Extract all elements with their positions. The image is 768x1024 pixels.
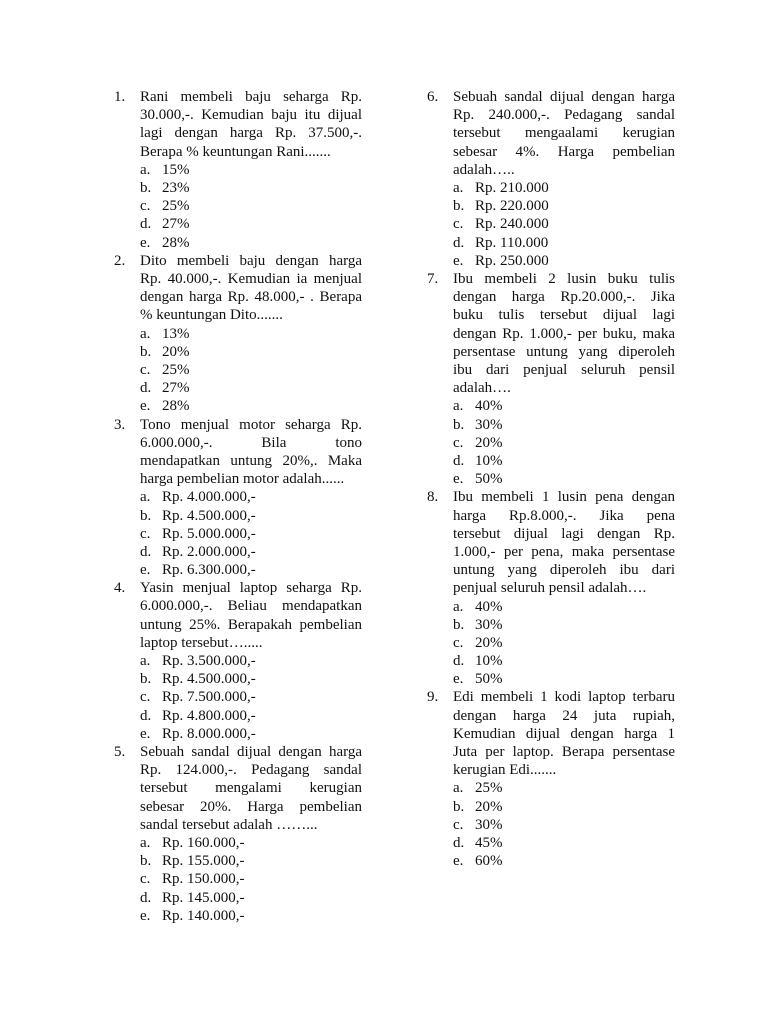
question-number: 9. bbox=[427, 689, 439, 706]
question-text bbox=[140, 416, 362, 489]
question-text-line: Juta per laptop. Berapa persentase bbox=[453, 744, 675, 761]
answer-options bbox=[140, 834, 362, 925]
option-text: 28% bbox=[162, 398, 190, 415]
answer-option bbox=[453, 670, 675, 688]
question-text-line: sandal tersebut adalah ……... bbox=[140, 816, 318, 833]
option-letter: d. bbox=[140, 889, 152, 906]
question-text-line: sebesar 4%. Harga pembelian bbox=[453, 143, 675, 160]
option-text: 60% bbox=[475, 853, 503, 870]
answer-options bbox=[140, 488, 362, 579]
option-text: Rp. 8.000.000,- bbox=[162, 725, 256, 742]
question-text-line: untung yang diperoleh ibu dari bbox=[453, 562, 675, 579]
question-text-line: Rp. 124.000,-. Pedagang sandal bbox=[140, 762, 362, 779]
question-text-line: 30.000,-. Kemudian baju itu dijual bbox=[140, 107, 362, 124]
option-text: Rp. 4.000.000,- bbox=[162, 489, 256, 506]
option-text: Rp. 210.000 bbox=[475, 180, 549, 197]
question-text bbox=[140, 579, 362, 652]
option-letter: a. bbox=[453, 180, 464, 197]
option-letter: a. bbox=[140, 653, 151, 670]
option-letter: c. bbox=[453, 634, 464, 651]
question-item bbox=[425, 688, 675, 870]
option-text: 13% bbox=[162, 325, 190, 342]
option-text: Rp. 4.800.000,- bbox=[162, 707, 256, 724]
option-letter: e. bbox=[140, 725, 151, 742]
option-text: 30% bbox=[475, 616, 503, 633]
question-item bbox=[112, 88, 362, 252]
answer-options bbox=[140, 652, 362, 743]
question-text bbox=[140, 743, 362, 834]
option-letter: a. bbox=[140, 489, 151, 506]
answer-options bbox=[140, 325, 362, 416]
option-text: 25% bbox=[162, 361, 190, 378]
answer-option bbox=[140, 488, 362, 506]
option-letter: b. bbox=[140, 507, 152, 524]
option-text: 50% bbox=[475, 671, 503, 688]
question-text-line: dengan Rp. 1.000,- per buku, maka bbox=[453, 325, 675, 342]
answer-option bbox=[453, 197, 675, 215]
answer-option bbox=[453, 598, 675, 616]
option-letter: a. bbox=[453, 398, 464, 415]
option-text: 40% bbox=[475, 398, 503, 415]
question-text-line: dengan harga 24 juta rupiah, bbox=[453, 707, 675, 724]
question-text-line: tersebut dijual lagi dengan Rp. bbox=[453, 525, 675, 542]
option-letter: c. bbox=[140, 198, 151, 215]
question-number: 1. bbox=[114, 89, 126, 105]
option-text: Rp. 110.000 bbox=[475, 234, 549, 251]
answer-option bbox=[140, 707, 362, 725]
question-text-line: Ibu membeli 2 lusin buku tulis bbox=[453, 270, 675, 287]
question-text-line: Sebuah sandal dijual dengan harga bbox=[140, 744, 362, 760]
question-text-line: untung 25%. Berapakah pembelian bbox=[140, 616, 362, 633]
question-text bbox=[453, 88, 675, 179]
question-text-line: dengan harga Rp.20.000,-. Jika bbox=[453, 289, 675, 306]
option-text: Rp. 155.000,- bbox=[162, 853, 245, 870]
option-text: Rp. 4.500.000,- bbox=[162, 671, 256, 688]
option-text: 20% bbox=[475, 634, 503, 651]
question-text-line: 1.000,- per pena, maka persentase bbox=[453, 543, 675, 560]
option-letter: b. bbox=[453, 798, 465, 815]
question-text-line: dengan harga Rp. 48.000,- . Berapa bbox=[140, 289, 362, 306]
option-text: 23% bbox=[162, 180, 190, 196]
option-letter: e. bbox=[140, 398, 151, 415]
question-text-line: ibu dari penjual seluruh pensil bbox=[453, 361, 675, 378]
option-letter: a. bbox=[140, 325, 151, 342]
answer-options bbox=[453, 179, 675, 270]
option-text: 45% bbox=[475, 835, 503, 852]
answer-option bbox=[140, 507, 362, 525]
option-letter: b. bbox=[453, 416, 465, 433]
option-text: 20% bbox=[475, 798, 503, 815]
option-letter: c. bbox=[453, 434, 464, 451]
question-text-line: adalah…. bbox=[453, 380, 511, 397]
option-text: Rp. 145.000,- bbox=[162, 889, 245, 906]
option-letter: e. bbox=[140, 234, 151, 251]
option-letter: c. bbox=[140, 361, 151, 378]
option-letter: e. bbox=[140, 907, 151, 924]
option-letter: c. bbox=[453, 816, 464, 833]
answer-option bbox=[140, 543, 362, 561]
option-letter: b. bbox=[453, 198, 465, 215]
question-text bbox=[140, 88, 362, 161]
question-text bbox=[453, 270, 675, 397]
answer-option bbox=[453, 616, 675, 634]
question-text-line: Tono menjual motor seharga Rp. bbox=[140, 416, 362, 433]
question-number: 5. bbox=[114, 744, 126, 760]
option-letter: d. bbox=[140, 380, 152, 397]
question-text-line: lagi dengan harga Rp. 37.500,-. bbox=[140, 125, 362, 142]
option-text: Rp. 6.300.000,- bbox=[162, 562, 256, 579]
question-text-line: Yasin menjual laptop seharga Rp. bbox=[140, 580, 362, 597]
answer-option bbox=[140, 215, 362, 233]
option-letter: e. bbox=[453, 252, 464, 269]
answer-option bbox=[140, 234, 362, 252]
option-letter: b. bbox=[140, 853, 152, 870]
answer-option bbox=[140, 852, 362, 870]
option-letter: a. bbox=[140, 835, 151, 852]
option-letter: a. bbox=[453, 780, 464, 797]
question-text-line: kerugian Edi....... bbox=[453, 762, 557, 779]
option-text: 20% bbox=[162, 343, 190, 360]
option-letter: d. bbox=[453, 452, 465, 469]
question-text-line: Dito membeli baju dengan harga bbox=[140, 252, 362, 269]
option-text: 50% bbox=[475, 471, 503, 488]
option-text: Rp. 250.000 bbox=[475, 252, 549, 269]
question-text bbox=[453, 688, 675, 779]
question-text-line: harga Rp.8.000,-. Jika pena bbox=[453, 507, 675, 524]
answer-option bbox=[453, 852, 675, 870]
question-item bbox=[112, 743, 362, 925]
option-text: Rp. 160.000,- bbox=[162, 835, 245, 852]
option-text: 28% bbox=[162, 234, 190, 251]
option-letter: b. bbox=[453, 616, 465, 633]
question-item bbox=[112, 579, 362, 743]
answer-option bbox=[453, 452, 675, 470]
question-text bbox=[140, 252, 362, 325]
question-item bbox=[112, 252, 362, 416]
option-text: Rp. 140.000,- bbox=[162, 907, 245, 924]
option-text: 25% bbox=[475, 780, 503, 797]
option-text: 27% bbox=[162, 380, 190, 397]
option-letter: b. bbox=[140, 180, 152, 196]
answer-option bbox=[453, 834, 675, 852]
option-letter: c. bbox=[140, 871, 151, 888]
question-text-line: tersebut mengaalami kerugian bbox=[453, 125, 675, 142]
option-letter: d. bbox=[453, 653, 465, 670]
answer-option bbox=[453, 397, 675, 415]
option-text: Rp. 240.000 bbox=[475, 216, 549, 233]
question-number: 6. bbox=[427, 89, 439, 105]
question-text bbox=[453, 488, 675, 597]
answer-option bbox=[140, 397, 362, 415]
answer-option bbox=[140, 179, 362, 197]
option-letter: c. bbox=[453, 216, 464, 233]
question-number: 2. bbox=[114, 252, 126, 269]
question-text-line: Edi membeli 1 kodi laptop terbaru bbox=[453, 689, 675, 706]
option-letter: d. bbox=[140, 216, 152, 233]
question-text-line: Rp. 40.000,-. Kemudian ia menjual bbox=[140, 270, 362, 287]
answer-option bbox=[140, 652, 362, 670]
answer-options bbox=[453, 598, 675, 689]
option-text: 25% bbox=[162, 198, 190, 215]
option-letter: d. bbox=[140, 707, 152, 724]
right-column bbox=[425, 88, 675, 870]
question-text-line: sebesar 20%. Harga pembelian bbox=[140, 798, 362, 815]
answer-option bbox=[140, 834, 362, 852]
option-text: Rp. 7.500.000,- bbox=[162, 689, 256, 706]
question-item bbox=[425, 488, 675, 688]
question-item bbox=[425, 88, 675, 270]
question-text-line: 6.000.000,-. Bila tono bbox=[140, 434, 362, 451]
option-letter: e. bbox=[453, 471, 464, 488]
question-text-line: tersebut mengalami kerugian bbox=[140, 780, 362, 797]
question-text-line: Ibu membeli 1 lusin pena dengan bbox=[453, 489, 675, 506]
option-letter: c. bbox=[140, 525, 151, 542]
question-number: 3. bbox=[114, 416, 126, 433]
answer-option bbox=[453, 798, 675, 816]
option-text: Rp. 150.000,- bbox=[162, 871, 245, 888]
answer-option bbox=[453, 252, 675, 270]
option-letter: d. bbox=[453, 835, 465, 852]
option-letter: b. bbox=[140, 671, 152, 688]
answer-option bbox=[140, 525, 362, 543]
answer-option bbox=[140, 688, 362, 706]
option-letter: c. bbox=[140, 689, 151, 706]
answer-option bbox=[453, 434, 675, 452]
option-text: 20% bbox=[475, 434, 503, 451]
option-text: Rp. 220.000 bbox=[475, 198, 549, 215]
question-text-line: penjual seluruh pensil adalah…. bbox=[453, 580, 647, 597]
answer-option bbox=[453, 779, 675, 797]
answer-option bbox=[140, 907, 362, 925]
question-text-line: 6.000.000,-. Beliau mendapatkan bbox=[140, 598, 362, 615]
question-text-line: adalah….. bbox=[453, 161, 515, 178]
answer-option bbox=[453, 179, 675, 197]
answer-option bbox=[140, 161, 362, 179]
option-letter: e. bbox=[453, 671, 464, 688]
answer-options bbox=[140, 161, 362, 252]
answer-option bbox=[140, 325, 362, 343]
answer-options bbox=[453, 779, 675, 870]
option-text: 15% bbox=[162, 161, 190, 178]
answer-option bbox=[453, 416, 675, 434]
option-text: Rp. 4.500.000,- bbox=[162, 507, 256, 524]
option-text: 40% bbox=[475, 598, 503, 615]
answer-option bbox=[140, 725, 362, 743]
option-text: 10% bbox=[475, 653, 503, 670]
answer-option bbox=[453, 816, 675, 834]
question-text-line: harga pembelian motor adalah...... bbox=[140, 471, 345, 488]
question-text-line: % keuntungan Dito....... bbox=[140, 307, 283, 324]
question-text-line: Berapa % keuntungan Rani....... bbox=[140, 143, 331, 160]
option-letter: a. bbox=[453, 598, 464, 615]
option-letter: a. bbox=[140, 161, 151, 178]
question-text-line: Sebuah sandal dijual dengan harga bbox=[453, 89, 675, 105]
option-letter: e. bbox=[140, 562, 151, 579]
option-letter: e. bbox=[453, 853, 464, 870]
option-letter: d. bbox=[453, 234, 465, 251]
answer-option bbox=[453, 470, 675, 488]
question-text-line: Rani membeli baju seharga Rp. bbox=[140, 89, 362, 105]
option-letter: d. bbox=[140, 543, 152, 560]
question-text-line: persentase untung yang diperoleh bbox=[453, 343, 675, 360]
question-number: 4. bbox=[114, 580, 126, 597]
answer-option bbox=[140, 561, 362, 579]
answer-option bbox=[140, 361, 362, 379]
answer-option bbox=[140, 343, 362, 361]
option-text: 10% bbox=[475, 452, 503, 469]
answer-option bbox=[140, 670, 362, 688]
answer-option bbox=[453, 215, 675, 233]
option-text: Rp. 2.000.000,- bbox=[162, 543, 256, 560]
option-text: Rp. 3.500.000,- bbox=[162, 653, 256, 670]
answer-options bbox=[453, 397, 675, 488]
option-text: 30% bbox=[475, 416, 503, 433]
answer-option bbox=[140, 889, 362, 907]
question-number: 8. bbox=[427, 489, 439, 506]
answer-option bbox=[140, 870, 362, 888]
option-letter: b. bbox=[140, 343, 152, 360]
question-item bbox=[425, 270, 675, 488]
question-text-line: Rp. 240.000,-. Pedagang sandal bbox=[453, 107, 675, 124]
answer-option bbox=[140, 379, 362, 397]
question-text-line: buku tulis tersebut dijual lagi bbox=[453, 307, 675, 324]
answer-option bbox=[453, 652, 675, 670]
question-text-line: mendapatkan untung 20%,. Maka bbox=[140, 452, 362, 469]
answer-option bbox=[140, 197, 362, 215]
option-text: 27% bbox=[162, 216, 190, 233]
question-text-line: Kemudian dijual dengan harga 1 bbox=[453, 725, 675, 742]
option-text: Rp. 5.000.000,- bbox=[162, 525, 256, 542]
question-item bbox=[112, 416, 362, 580]
left-column bbox=[112, 88, 362, 925]
option-text: 30% bbox=[475, 816, 503, 833]
question-text-line: laptop tersebut…..... bbox=[140, 634, 263, 651]
answer-option bbox=[453, 634, 675, 652]
answer-option bbox=[453, 234, 675, 252]
question-number: 7. bbox=[427, 270, 439, 287]
